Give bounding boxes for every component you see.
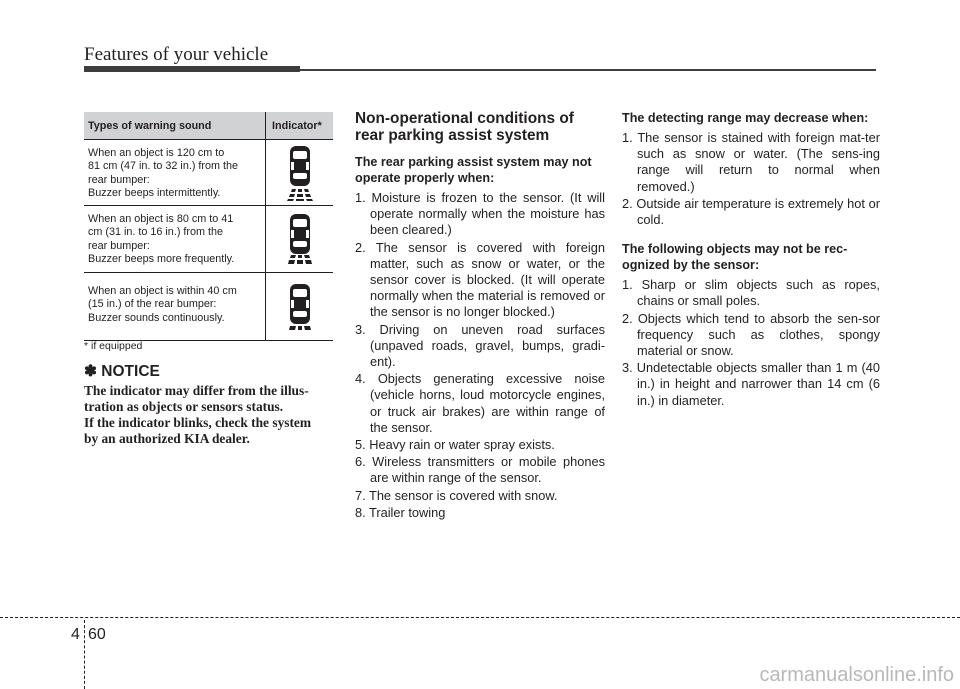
range-lead: The detecting range may decrease when:: [622, 111, 869, 125]
list-item: 2. The sensor is covered with foreign matter, such as snow or water, or the sensor cover is blocked. (It will operate normally when the material is removed or the sensor is no longer blocked.): [355, 239, 605, 320]
footer-separator: [84, 620, 86, 689]
watermark: carmanualsonline.info: [759, 664, 954, 686]
condition-list: [355, 190, 605, 521]
header-rule-thick: [84, 66, 300, 72]
list-item: 3. Driving on uneven road surfaces (unpaved roads, gravel, bumps, gradi-ent).: [355, 321, 605, 370]
notice-heading: ✽ NOTICE: [84, 363, 160, 380]
table-header: [84, 112, 333, 140]
footer-divider: [0, 617, 960, 618]
table-row: [84, 140, 333, 206]
warning-description: When an object is 80 cm to 41 cm (31 in. to 16 in.) from the rear bumper: Buzzer beeps more frequently.: [88, 213, 235, 266]
list-item: 2. Objects which tend to absorb the sen-sor frequency such as clothes, spongy material or snow.: [622, 310, 880, 359]
detecting-range-section: [622, 110, 880, 410]
list-item: 2. Outside air temperature is extremely hot or cold.: [622, 195, 880, 228]
indicator-cell: [265, 206, 333, 272]
warning-description: When an object is within 40 cm (15 in.) of the rear bumper: Buzzer sounds continuously.: [88, 285, 237, 324]
table-row: [84, 273, 333, 341]
header-rule-thin: [300, 69, 876, 71]
table-footnote: * if equipped: [84, 340, 143, 352]
column-header-indicator: Indicator*: [265, 112, 333, 139]
non-operational-section: [355, 110, 605, 522]
indicator-cell: [265, 273, 333, 340]
list-item: 7. The sensor is covered with snow.: [355, 487, 558, 503]
table-row: [84, 206, 333, 273]
warning-sound-table: [84, 112, 333, 341]
warning-description: When an object is 120 cm to 81 cm (47 in. to 32 in.) from the rear bumper: Buzzer beeps intermittently.: [88, 147, 239, 200]
notice-body: The indicator may differ from the illus- tration as objects or sensors status. If the indicator blinks, check the system by an authorized KIA dealer.: [84, 383, 312, 446]
list-item: 3. Undetectable objects smaller than 1 m (40 in.) in height and narrower than 14 cm (6 in.) in diameter.: [622, 360, 880, 408]
objects-lead: The following objects may not be rec-ognized by the sensor:: [622, 242, 848, 273]
section-number: 4: [71, 626, 80, 643]
list-item: 4. Objects generating excessive noise (vehicle horns, loud motorcycle engines, or truck air brakes) are within range of the sensor.: [355, 371, 605, 435]
list-item: 1. Moisture is frozen to the sensor. (It will operate normally when the moisture has been cleared.): [355, 190, 605, 238]
list-item: 8. Trailer towing: [355, 504, 446, 520]
car-rear-sensor-mid-icon: [286, 213, 314, 265]
list-item: 1. The sensor is stained with foreign mat-ter such as snow or water. (The sens-ing range will return to normal when removed.): [622, 130, 880, 194]
list-item: 1. Sharp or slim objects such as ropes, chains or small poles.: [622, 277, 880, 309]
range-list: [622, 130, 880, 228]
section-lead: The rear parking assist system may not operate properly when:: [355, 155, 592, 185]
page-header-title: Features of your vehicle: [84, 44, 269, 65]
page-number: 60: [88, 626, 106, 643]
list-item: 5. Heavy rain or water spray exists.: [355, 437, 555, 453]
list-item: 6. Wireless transmitters or mobile phones are within range of the sensor.: [355, 454, 605, 486]
column-header-sound: Types of warning sound: [88, 119, 212, 132]
objects-list: [622, 277, 880, 409]
car-rear-sensor-near-icon: [286, 283, 314, 331]
indicator-cell: [265, 140, 333, 205]
car-rear-sensor-far-icon: [287, 145, 313, 201]
section-title: Non-operational conditions of rear parking assist system: [355, 110, 574, 144]
